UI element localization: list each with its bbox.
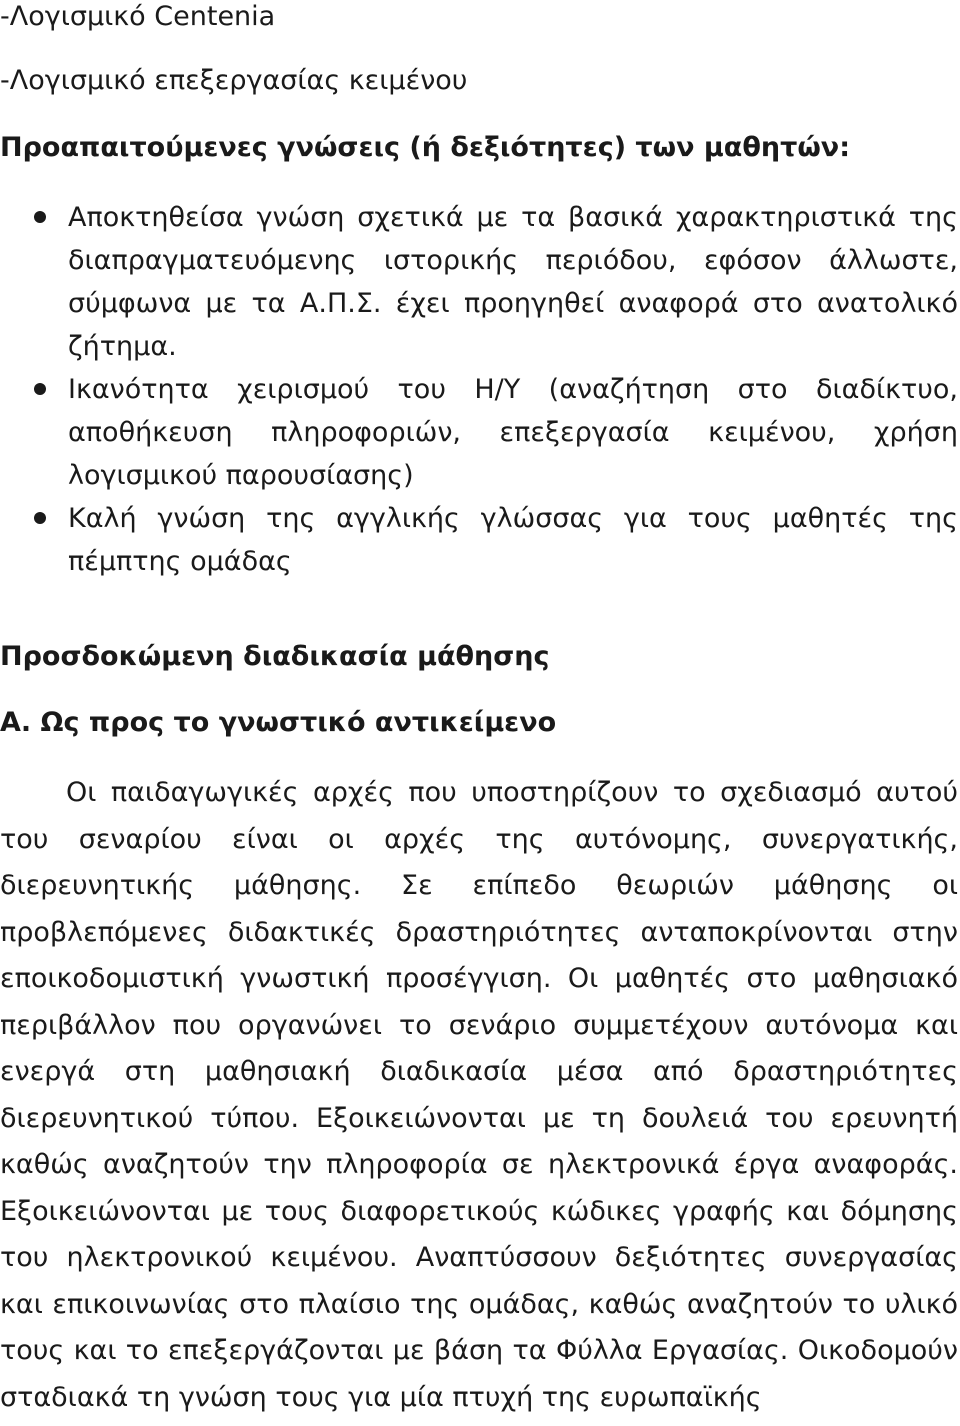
software-line-text-editor: -Λογισμικό επεξεργασίας κειμένου xyxy=(0,65,468,96)
prerequisites-heading: Προαπαιτούμενες γνώσεις (ή δεξιότητες) των μαθητών: xyxy=(0,132,850,163)
prerequisites-list xyxy=(0,196,960,583)
bullet-icon xyxy=(34,211,46,223)
bullet-icon xyxy=(34,383,46,395)
cognitive-subject-subheading: Α. Ως προς το γνωστικό αντικείμενο xyxy=(0,707,557,738)
prerequisite-item xyxy=(0,497,960,583)
software-line-centenia: -Λογισμικό Centenia xyxy=(0,1,276,32)
pedagogy-paragraph: Οι παιδαγωγικές αρχές που υποστηρίζουν το σχεδιασμό αυτού του σεναρίου είναι οι αρχές της αυτόνομης, συνεργατικής, διερευνητικής μάθησης. Σε επίπεδο θεωριών μάθησης οι προβλεπόμενες διδακτικές δραστηριότητες ανταποκρίνονται στην εποικοδομιστική γνωστική προσέγγιση. Οι μαθητές στο μαθησιακό περιβάλλον που οργανώνει το σενάριο συμμετέχουν αυτόνομα και ενεργά στη μαθησιακή διαδικασία μέσα από δραστηριότητες διερευνητικού τύπου. Εξοικειώνονται με τη δουλειά του ερευνητή καθώς αναζητούν την πληροφορία σε ηλεκτρονικά έργα αναφοράς. Εξοικειώνονται με τους διαφορετικούς κώδικες γραφής και δόμησης του ηλεκτρονικού κειμένου. Αναπτύσσουν δεξιότητες συνεργασίας και επικοινωνίας στο πλαίσιο της ομάδας, καθώς αναζητούν το υλικό τους και το επεξεργάζονται με βάση τα Φύλλα Εργασίας. Οικοδομούν σταδιακά τη γνώση τους για μία πτυχή της ευρωπαϊκής xyxy=(0,777,958,1413)
prerequisite-text: Ικανότητα χειρισμού του Η/Υ (αναζήτηση στο διαδίκτυο, αποθήκευση πληροφοριών, επεξεργασία κειμένου, χρήση λογισμικού παρουσίασης) xyxy=(68,374,958,491)
prerequisite-text: Καλή γνώση της αγγλικής γλώσσας για τους μαθητές της πέμπτης ομάδας xyxy=(68,503,958,577)
prerequisite-item xyxy=(0,368,960,497)
prerequisite-text: Αποκτηθείσα γνώση σχετικά με τα βασικά χαρακτηριστικά της διαπραγματευόμενης ιστορικής περιόδου, εφόσον άλλωστε, σύμφωνα με τα Α.Π.Σ. έχει προηγηθεί αναφορά στο ανατολικό ζήτημα. xyxy=(68,202,958,362)
prerequisite-item xyxy=(0,196,960,368)
learning-process-heading: Προσδοκώμενη διαδικασία μάθησης xyxy=(0,641,550,672)
bullet-icon xyxy=(34,512,46,524)
